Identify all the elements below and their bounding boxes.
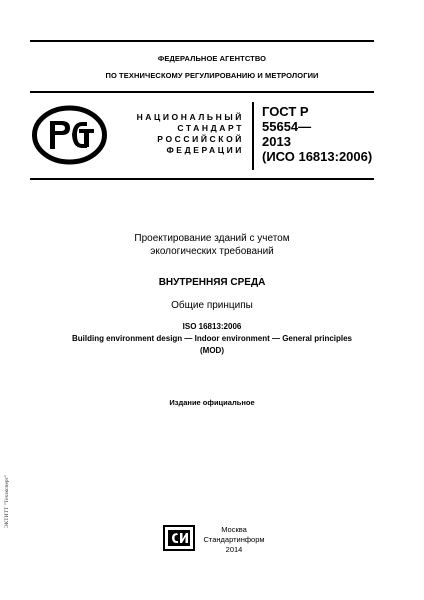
designation-line-3: 2013: [262, 134, 291, 149]
iso-block: [0, 321, 424, 357]
document-subtitle: ВНУТРЕННЯЯ СРЕДА: [158, 277, 266, 288]
iso-english-title: Building environment design — Indoor environment — General principles: [71, 334, 353, 343]
title-line-1: Проектирование зданий с учетом: [134, 233, 290, 244]
designation-block: [262, 104, 374, 164]
document-title: [0, 232, 424, 258]
publisher-logo-icon: [163, 525, 195, 551]
publisher-city: Москва: [221, 525, 247, 534]
designation-line-1: ГОСТ Р: [262, 104, 309, 119]
gost-emblem-svg: [32, 105, 107, 165]
publisher-name: Стандартинформ: [203, 535, 265, 544]
publisher-block: [199, 525, 269, 555]
agency-line-2: ПО ТЕХНИЧЕСКОМУ РЕГУЛИРОВАНИЮ И МЕТРОЛОГИИ: [105, 71, 319, 80]
designation-rule: [30, 178, 374, 180]
designation-line-4: (ИСО 16813:2006): [262, 149, 373, 164]
edition-label: Издание официальное: [169, 398, 255, 407]
publisher-logo-svg: [163, 525, 195, 551]
title-line-2: экологических требований: [150, 246, 274, 257]
agency-line-1: ФЕДЕРАЛЬНОЕ АГЕНТСТВО: [157, 54, 267, 63]
iso-mod: (MOD): [200, 346, 224, 355]
standard-type-line-2: СТАНДАРТ: [177, 123, 244, 133]
header-rule: [30, 91, 374, 93]
publisher-year: 2014: [225, 545, 243, 554]
top-rule: [30, 40, 374, 42]
side-stamp: ЭКТИТТ "Техэксперт": [4, 474, 10, 528]
designation-separator: [252, 102, 254, 170]
standard-type-line-4: ФЕДЕРАЦИИ: [166, 145, 244, 155]
designation-line-2: 55654—: [262, 119, 312, 134]
iso-code: ISO 16813:2006: [182, 322, 242, 331]
gost-emblem-icon: [32, 105, 107, 165]
standard-type-line-3: РОССИЙСКОЙ: [157, 134, 244, 144]
standard-type-block: [118, 112, 244, 156]
standard-type-line-1: НАЦИОНАЛЬНЫЙ: [136, 112, 244, 122]
document-principles: Общие принципы: [171, 300, 253, 311]
